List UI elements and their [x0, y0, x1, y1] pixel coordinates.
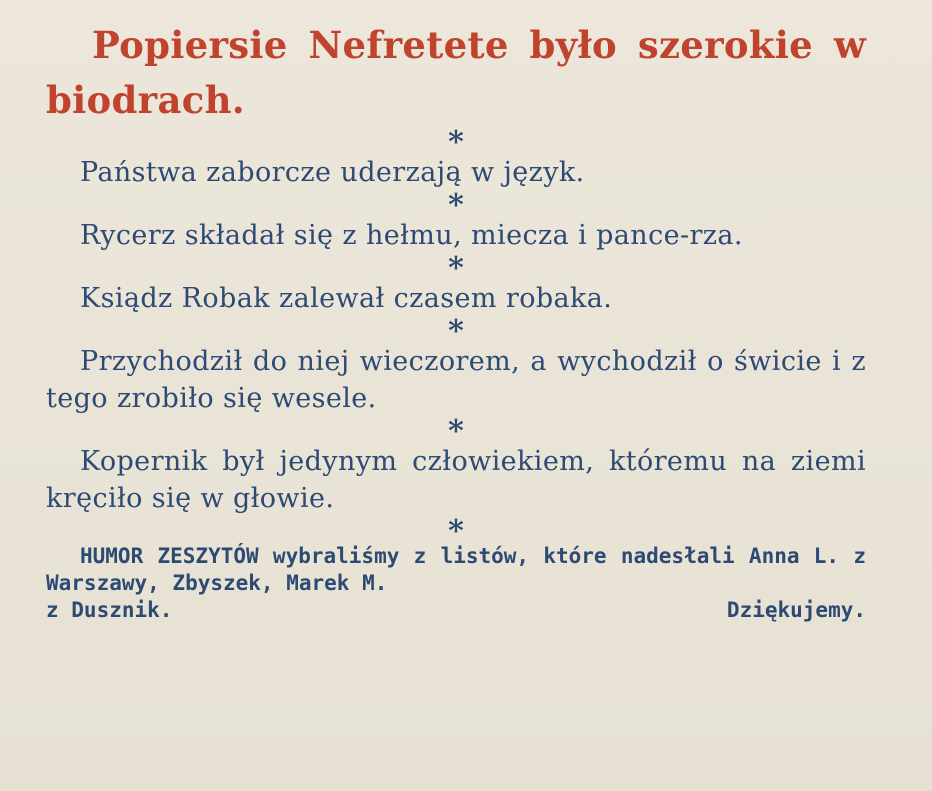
joke-item: Ksiądz Robak zalewał czasem robaka.	[80, 283, 613, 314]
thanks-text: Dziękujemy.	[726, 598, 866, 622]
separator-star: *	[448, 314, 464, 349]
joke-item: Rycerz składał się z hełmu, miecza i pance-rza.	[80, 220, 743, 251]
separator-star: *	[448, 125, 464, 160]
separator-star: *	[448, 414, 464, 449]
credits-text: HUMOR ZESZYTÓW wybraliśmy z listów, które nadesłali Anna L. z Warszawy, Zbyszek, Marek M.	[46, 544, 866, 595]
credits-note	[46, 543, 866, 624]
credits-last-line	[46, 597, 866, 624]
headline: Popiersie Nefretete było szerokie w biodrach.	[46, 23, 866, 122]
separator-star: *	[448, 188, 464, 223]
joke-item: Przychodził do niej wieczorem, a wychodził o świcie i z tego zrobiło się wesele.	[46, 346, 866, 414]
joke-item: Kopernik był jedynym człowiekiem, któremu na ziemi kręciło się w głowie.	[46, 446, 866, 514]
joke-item: Państwa zaborcze uderzają w język.	[80, 157, 585, 188]
separator-star: *	[448, 514, 464, 549]
separator-star: *	[448, 251, 464, 286]
credits-town: z Dusznik.	[46, 598, 173, 622]
